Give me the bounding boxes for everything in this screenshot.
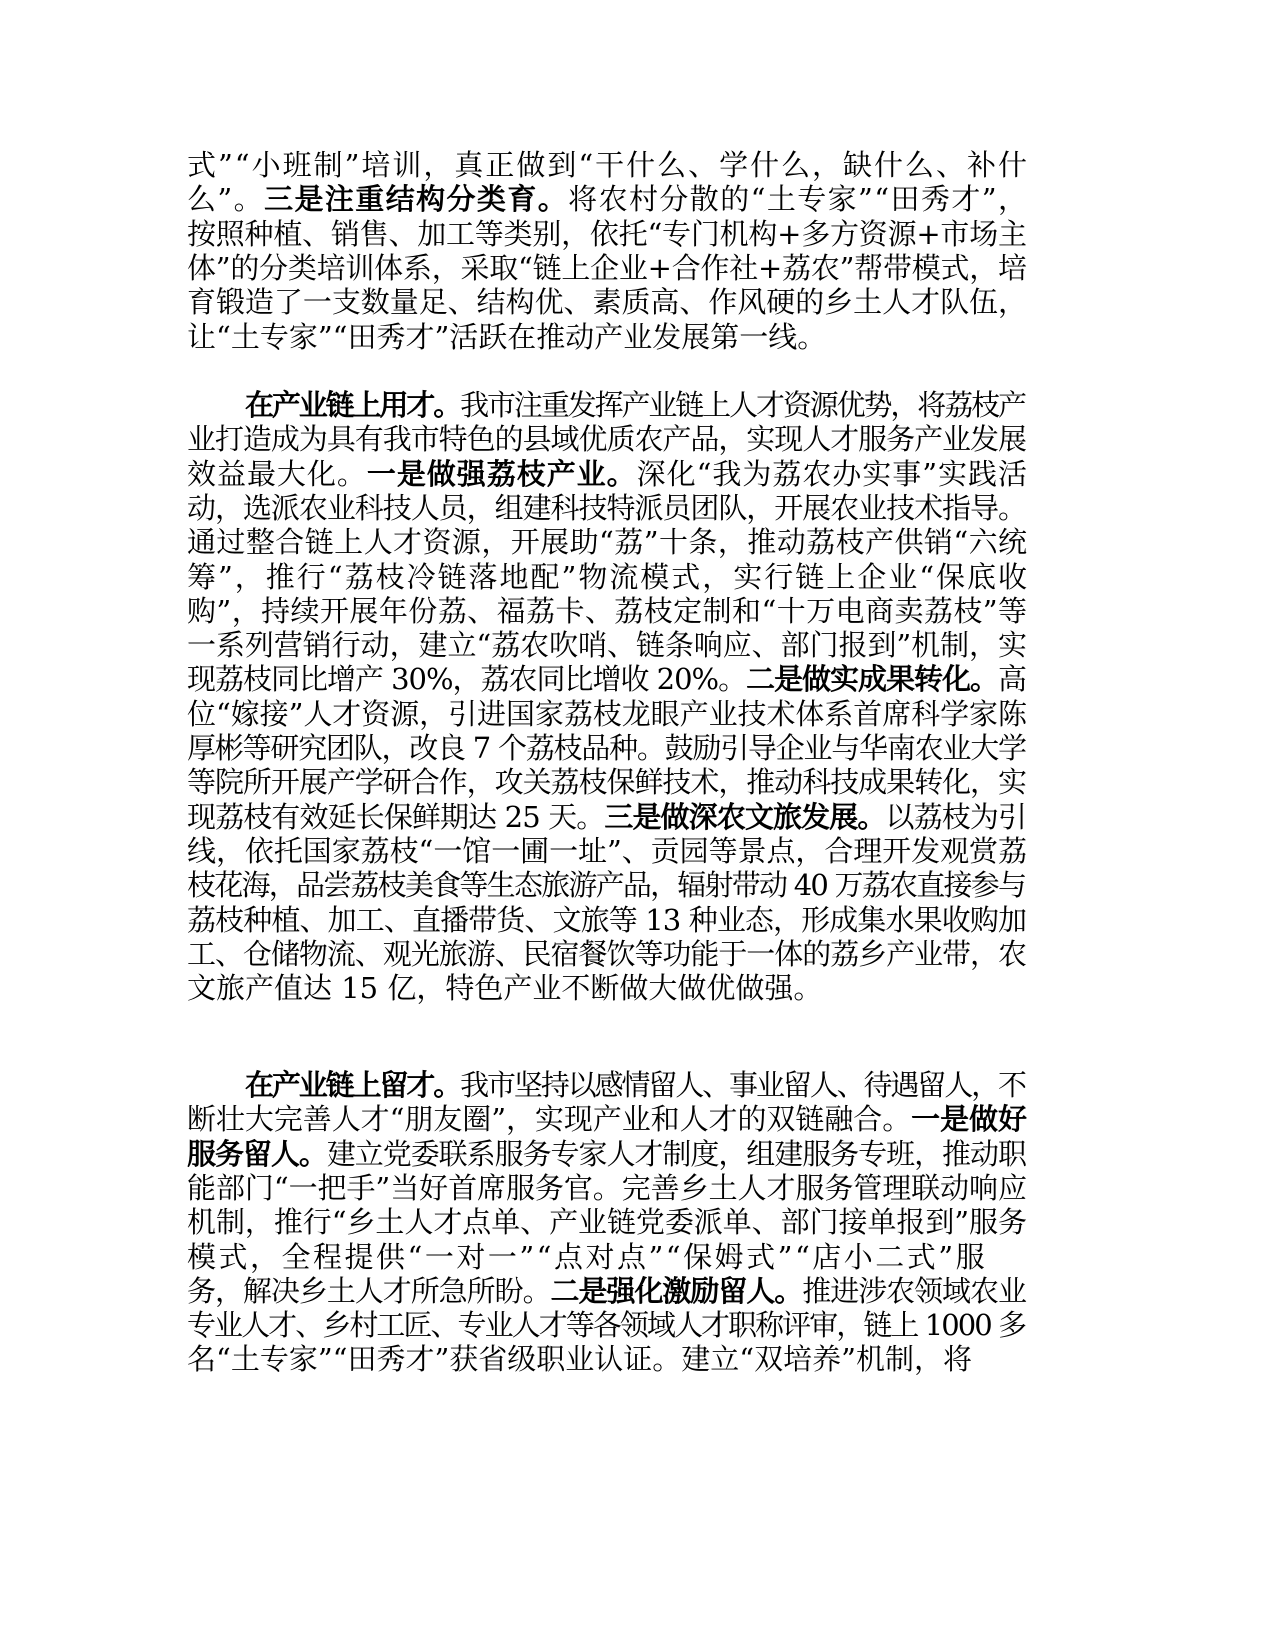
bold-run: 在产业链上用才。: [245, 388, 461, 422]
text-run: 文旅产值达 15 亿，特色产业不断做大做优做强。: [187, 971, 823, 1006]
text-run: 推进涉农领域农业: [802, 1273, 1026, 1308]
text-run: 动，选派农业科技人员，组建科技特派员团队，开展农业技术指导。: [187, 490, 1026, 525]
text-line: [187, 968, 822, 1008]
text-run: 业打造成为具有我市特色的县域优质农产品，实现人才服务产业发展: [187, 422, 1026, 457]
text-run: 以荔枝为引: [885, 799, 1027, 834]
text-run: 我市注重发挥产业链上人才资源优势，将荔枝产: [460, 388, 1025, 422]
text-line: [187, 317, 826, 357]
text-run: 机制，推行“乡土人才点单、产业链党委派单、部门接单报到”服务: [187, 1205, 1027, 1240]
text-run: 建立党委联系服务专家人才制度，组建服务专班，推动职: [326, 1136, 1026, 1171]
text-run: 我市坚持以感情留人、事业留人、待遇留人，不: [460, 1068, 1025, 1102]
text-run: 线，依托国家荔枝“一馆一圃一址”、贡园等景点，合理开发观赏荔: [187, 833, 1027, 868]
text-run: 筹”，推行“荔枝冷链落地配”物流模式，实行链上企业“保底收: [187, 559, 1029, 594]
text-run: 厚彬等研究团队，改良 7 个荔枝品种。鼓励引导企业与华南农业大学: [187, 731, 1026, 765]
text-run: 高: [997, 662, 1026, 697]
bold-run: 一是做好: [911, 1102, 1027, 1137]
text-run: 工、仓储物流、观光旅游、民宿餐饮等功能于一体的荔乡产业带，农: [187, 936, 1026, 971]
text-run: 购”，持续开展年份荔、福荔卡、荔枝定制和“十万电商卖荔枝”等: [187, 593, 1028, 628]
text-run: 位“嫁接”人才资源，引进国家荔枝龙眼产业技术体系首席科学家陈: [187, 696, 1027, 731]
text-run: 育锻造了一支数量足、结构优、素质高、作风硬的乡土人才队伍，: [187, 285, 1027, 320]
text-run: 体”的分类培训体系，采取“链上企业+合作社+荔农”帮带模式，培: [187, 250, 1027, 285]
bold-run: 一是做强荔枝产业。: [366, 456, 637, 491]
text-run: 荔枝种植、加工、直播带货、文旅等 13 种业态，形成集水果收购加: [187, 902, 1027, 937]
text-run: 通过整合链上人才资源，开展助“荔”十条，推动荔枝产供销“六统: [187, 525, 1028, 560]
text-run: 按照种植、销售、加工等类别，依托“专门机构+多方资源+市场主: [187, 216, 1027, 251]
text-run: 式”“小班制”培训，真正做到“干什么、学什么，缺什么、补什: [187, 148, 1029, 182]
bold-run: 服务留人。: [187, 1136, 327, 1171]
bold-run: 二是强化激励留人。: [550, 1273, 803, 1308]
text-run: 么”。: [187, 182, 265, 217]
text-run: 模式，全程提供“一对一”“点对点”“保姆式”“店小二式”服: [187, 1239, 988, 1274]
text-run: 等院所开展产学研合作，攻关荔枝保鲜技术，推动科技成果转化，实: [187, 765, 1026, 800]
text-run: 一系列营销行动，建立“荔农吹哨、链条响应、部门报到”机制，实: [187, 628, 1027, 663]
text-run: 效益最大化。: [187, 456, 367, 491]
text-run: 断壮大完善人才“朋友圈”，实现产业和人才的双链融合。: [187, 1102, 912, 1137]
text-run: 现荔枝有效延长保鲜期达 25 天。: [187, 799, 605, 834]
text-run: 专业人才、乡村工匠、专业人才等各领域人才职称评审，链上 1000 多: [187, 1308, 1026, 1343]
text-run: 现荔枝同比增产 30%，荔农同比增收 20%。: [187, 662, 747, 697]
text-run: 让“土专家”“田秀才”活跃在推动产业发展第一线。: [187, 319, 827, 354]
text-run: 能部门“一把手”当好首席服务官。完善乡土人才服务管理联动响应: [187, 1170, 1027, 1205]
text-run: 名“土专家”“田秀才”获省级职业认证。建立“双培养”机制，将: [187, 1342, 972, 1377]
bold-run: 三是注重结构分类育。: [264, 182, 569, 217]
text-run: 务，解决乡土人才所急所盼。: [187, 1273, 551, 1308]
bold-run: 二是做实成果转化。: [746, 662, 998, 697]
text-line: [187, 1339, 972, 1379]
text-run: 深化“我为荔农办实事”实践活: [636, 456, 1028, 491]
text-run: 枝花海，品尝荔枝美食等生态旅游产品，辐射带动 40 万荔农直接参与: [187, 868, 1026, 903]
bold-run: 在产业链上留才。: [245, 1068, 461, 1102]
text-run: 将农村分散的“土专家”“田秀才”，: [568, 182, 1029, 217]
bold-run: 三是做深农文旅发展。: [604, 799, 886, 834]
